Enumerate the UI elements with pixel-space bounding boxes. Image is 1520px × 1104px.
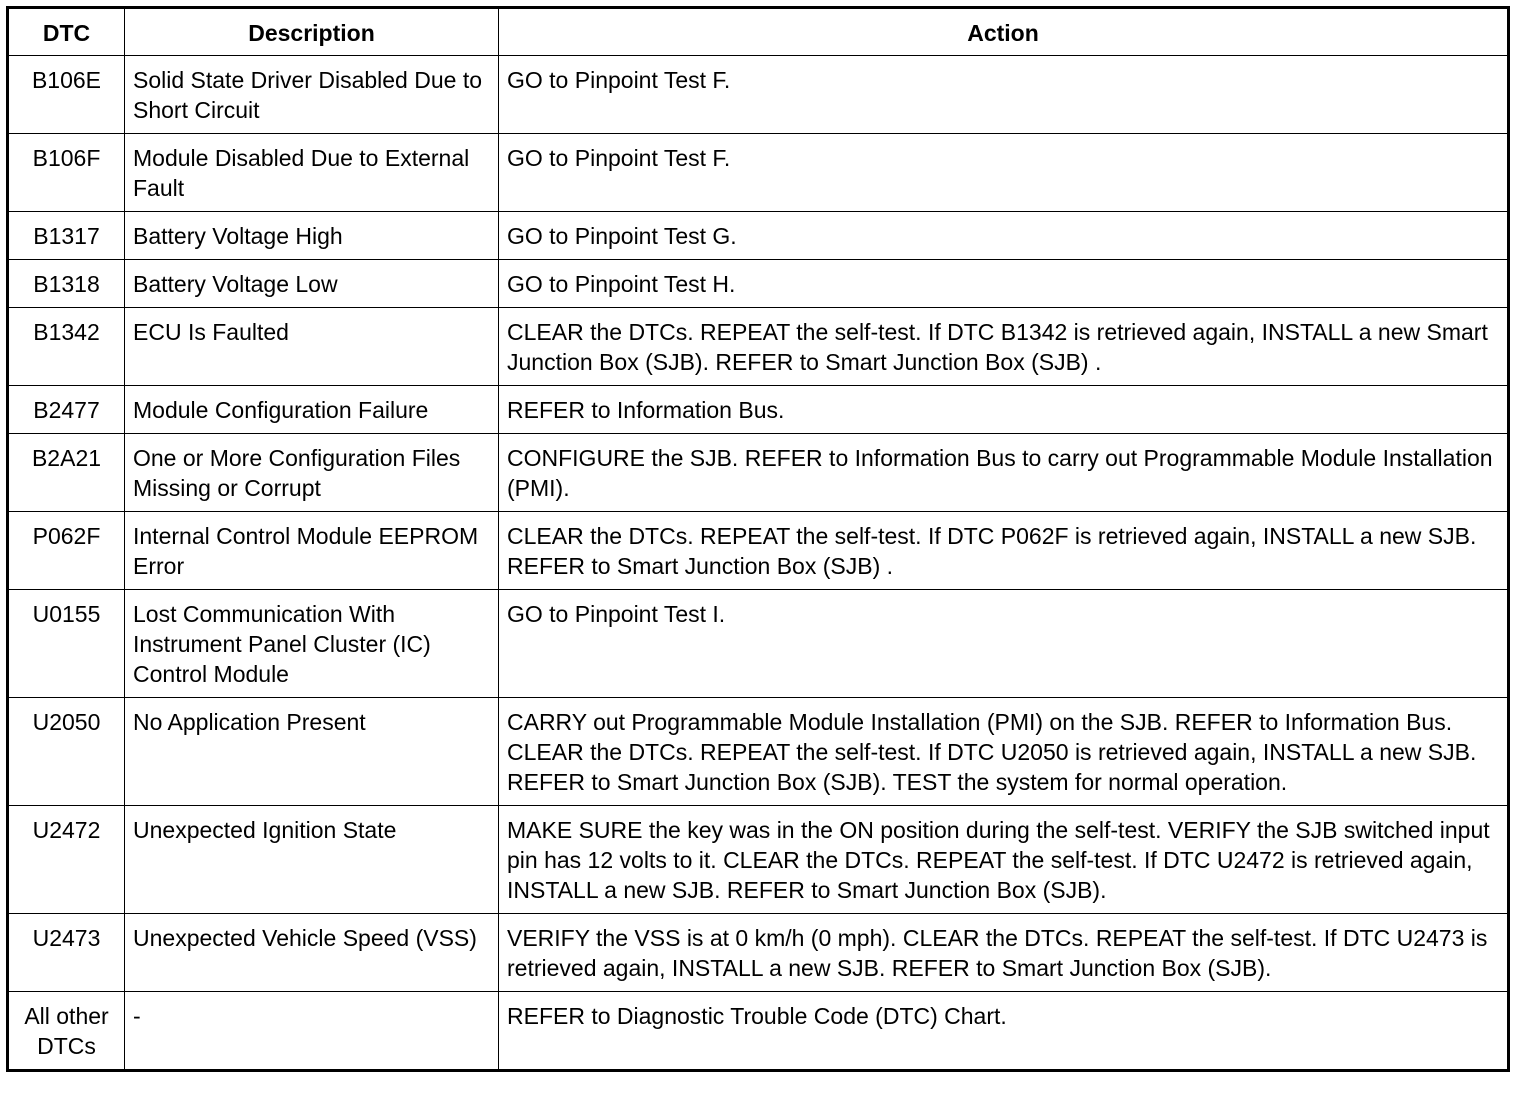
dtc-description: Lost Communication With Instrument Panel Cluster (IC) Control Module: [125, 590, 499, 698]
dtc-code: B106E: [8, 56, 125, 134]
table-header-row: [8, 8, 1509, 56]
header-dtc: DTC: [8, 8, 125, 56]
table-row: [8, 212, 1509, 260]
dtc-action: CARRY out Programmable Module Installation (PMI) on the SJB. REFER to Information Bus. CLEAR the DTCs. REPEAT the self-test. If DTC U2050 is retrieved again, INSTALL a new SJB. REFER to Smart Junction Box (SJB). TEST the system for normal operation.: [499, 698, 1509, 806]
dtc-action: GO to Pinpoint Test H.: [499, 260, 1509, 308]
dtc-action: GO to Pinpoint Test I.: [499, 590, 1509, 698]
table-row: [8, 512, 1509, 590]
dtc-code: B1317: [8, 212, 125, 260]
dtc-description: Battery Voltage High: [125, 212, 499, 260]
header-action: Action: [499, 8, 1509, 56]
dtc-code: B2477: [8, 386, 125, 434]
table-row: [8, 434, 1509, 512]
dtc-code: U2473: [8, 914, 125, 992]
dtc-action: REFER to Information Bus.: [499, 386, 1509, 434]
dtc-code: U2472: [8, 806, 125, 914]
header-description: Description: [125, 8, 499, 56]
dtc-description: One or More Configuration Files Missing or Corrupt: [125, 434, 499, 512]
dtc-code: All other DTCs: [8, 992, 125, 1071]
dtc-description: Module Disabled Due to External Fault: [125, 134, 499, 212]
dtc-description: Battery Voltage Low: [125, 260, 499, 308]
dtc-description: Module Configuration Failure: [125, 386, 499, 434]
dtc-description: No Application Present: [125, 698, 499, 806]
table-row: [8, 134, 1509, 212]
dtc-action: VERIFY the VSS is at 0 km/h (0 mph). CLEAR the DTCs. REPEAT the self-test. If DTC U2473 is retrieved again, INSTALL a new SJB. REFER to Smart Junction Box (SJB).: [499, 914, 1509, 992]
table-row: [8, 992, 1509, 1071]
table-row: [8, 56, 1509, 134]
dtc-code: P062F: [8, 512, 125, 590]
dtc-code: B1342: [8, 308, 125, 386]
table-row: [8, 308, 1509, 386]
dtc-code: B2A21: [8, 434, 125, 512]
dtc-code: U0155: [8, 590, 125, 698]
dtc-description: Solid State Driver Disabled Due to Short Circuit: [125, 56, 499, 134]
dtc-action: GO to Pinpoint Test G.: [499, 212, 1509, 260]
table-row: [8, 590, 1509, 698]
table-row: [8, 806, 1509, 914]
dtc-action: CLEAR the DTCs. REPEAT the self-test. If DTC B1342 is retrieved again, INSTALL a new Smart Junction Box (SJB). REFER to Smart Junction Box (SJB) .: [499, 308, 1509, 386]
dtc-table: [6, 6, 1510, 1072]
dtc-code: B106F: [8, 134, 125, 212]
dtc-description: ECU Is Faulted: [125, 308, 499, 386]
dtc-description: -: [125, 992, 499, 1071]
dtc-description: Unexpected Ignition State: [125, 806, 499, 914]
dtc-action: CONFIGURE the SJB. REFER to Information Bus to carry out Programmable Module Installation (PMI).: [499, 434, 1509, 512]
table-row: [8, 386, 1509, 434]
dtc-action: CLEAR the DTCs. REPEAT the self-test. If DTC P062F is retrieved again, INSTALL a new SJB. REFER to Smart Junction Box (SJB) .: [499, 512, 1509, 590]
dtc-action: MAKE SURE the key was in the ON position during the self-test. VERIFY the SJB switched input pin has 12 volts to it. CLEAR the DTCs. REPEAT the self-test. If DTC U2472 is retrieved again, INSTALL a new SJB. REFER to Smart Junction Box (SJB).: [499, 806, 1509, 914]
dtc-description: Unexpected Vehicle Speed (VSS): [125, 914, 499, 992]
dtc-action: GO to Pinpoint Test F.: [499, 134, 1509, 212]
table-row: [8, 698, 1509, 806]
table-row: [8, 260, 1509, 308]
dtc-code: B1318: [8, 260, 125, 308]
dtc-action: REFER to Diagnostic Trouble Code (DTC) Chart.: [499, 992, 1509, 1071]
dtc-description: Internal Control Module EEPROM Error: [125, 512, 499, 590]
table-row: [8, 914, 1509, 992]
dtc-code: U2050: [8, 698, 125, 806]
dtc-action: GO to Pinpoint Test F.: [499, 56, 1509, 134]
